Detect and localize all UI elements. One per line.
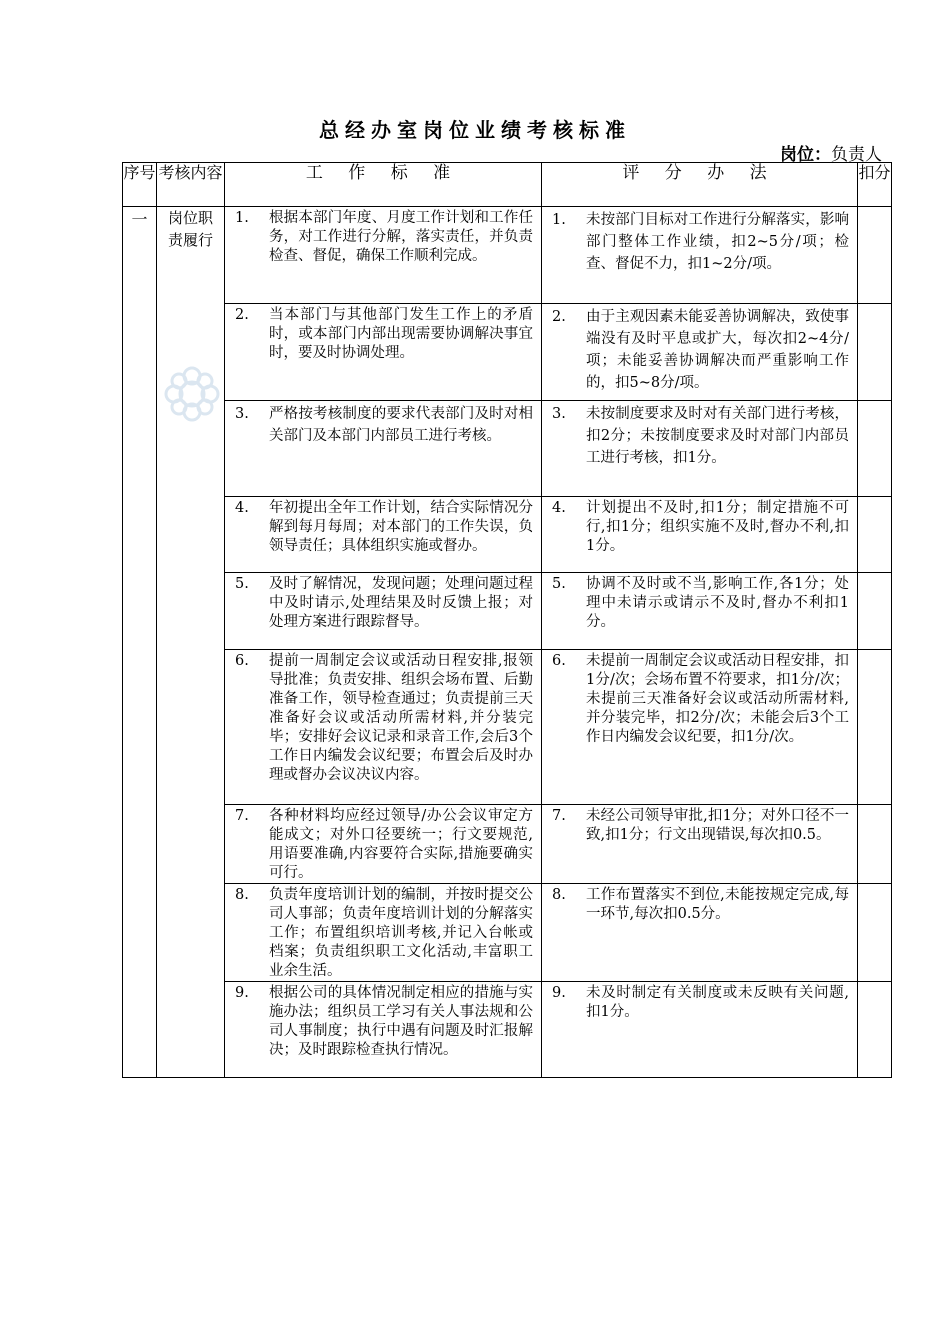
section-category: 岗位职责履行 bbox=[157, 207, 225, 1078]
deduct-cell bbox=[858, 207, 892, 304]
header-content: 考核内容 bbox=[157, 163, 225, 207]
deduct-cell bbox=[858, 884, 892, 982]
document-title: 总经办室岗位业绩考核标准 bbox=[319, 118, 631, 142]
table-row bbox=[123, 884, 892, 982]
deduct-cell bbox=[858, 573, 892, 650]
header-method: 评 分 办 法 bbox=[542, 163, 858, 207]
method-cell: 5. 协调不及时或不当,影响工作,各1分；处理中未请示或请示不及时,督办不利扣1分。 bbox=[542, 573, 858, 650]
table-row bbox=[123, 304, 892, 401]
deduct-cell bbox=[858, 401, 892, 497]
method-cell: 4. 计划提出不及时,扣1分；制定措施不可行,扣1分；组织实施不及时,督办不利,扣1分。 bbox=[542, 497, 858, 573]
table-row bbox=[123, 207, 892, 304]
section-seq: 一 bbox=[123, 207, 157, 1078]
post-label: 岗位： bbox=[780, 145, 831, 165]
method-cell: 9. 未及时制定有关制度或未反映有关问题,扣1分。 bbox=[542, 982, 858, 1078]
method-cell: 1. 未按部门目标对工作进行分解落实，影响部门整体工作业绩，扣2~5分/项；检查、督促不力，扣1~2分/项。 bbox=[542, 207, 858, 304]
standard-cell: 6. 提前一周制定会议或活动日程安排,报领导批准；负责安排、组织会场布置、后勤准备工作，领导检查通过；负责提前三天准备好会议或活动所需材料,并分装完毕；安排好会议记录和录音工作,会后3个工作日内编发会议纪要；布置会后及时办理或督办会议决议内容。 bbox=[225, 650, 542, 805]
table-row bbox=[123, 805, 892, 884]
header-row bbox=[123, 163, 892, 207]
standard-cell: 2. 当本部门与其他部门发生工作上的矛盾时，或本部门内部出现需要协调解决事宜时，要及时协调处理。 bbox=[225, 304, 542, 401]
header-standard: 工 作 标 准 bbox=[225, 163, 542, 207]
table-row bbox=[123, 401, 892, 497]
method-cell: 2. 由于主观因素未能妥善协调解决，致使事端没有及时平息或扩大，每次扣2~4分/项；未能妥善协调解决而严重影响工作的，扣5~8分/项。 bbox=[542, 304, 858, 401]
method-cell: 6. 未提前一周制定会议或活动日程安排，扣1分/次；会场布置不符要求，扣1分/次；未提前三天准备好会议或活动所需材料,并分装完毕，扣2分/次；未能会后3个工作日内编发会议纪要，扣1分/次。 bbox=[542, 650, 858, 805]
standard-cell: 9. 根据公司的具体情况制定相应的措施与实施办法；组织员工学习有关人事法规和公司人事制度；执行中遇有问题及时汇报解决；及时跟踪检查执行情况。 bbox=[225, 982, 542, 1078]
table-row bbox=[123, 982, 892, 1078]
method-cell: 3. 未按制度要求及时对有关部门进行考核，扣2分；未按制度要求及时对部门内部员工进行考核，扣1分。 bbox=[542, 401, 858, 497]
standard-cell: 8. 负责年度培训计划的编制，并按时提交公司人事部；负责年度培训计划的分解落实工作；布置组织培训考核,并记入台帐或档案；负责组织职工文化活动,丰富职工业余生活。 bbox=[225, 884, 542, 982]
deduct-cell bbox=[858, 650, 892, 805]
standard-cell: 5. 及时了解情况，发现问题；处理问题过程中及时请示,处理结果及时反馈上报；对处理方案进行跟踪督导。 bbox=[225, 573, 542, 650]
header-seq: 序号 bbox=[123, 163, 157, 207]
table-row bbox=[123, 650, 892, 805]
standard-cell: 4. 年初提出全年工作计划，结合实际情况分解到每月每周；对本部门的工作失误，负领导责任；具体组织实施或督办。 bbox=[225, 497, 542, 573]
assessment-table bbox=[122, 162, 892, 1078]
post-value: 负责人 bbox=[831, 145, 882, 165]
header-deduct: 扣分 bbox=[858, 163, 892, 207]
table-row bbox=[123, 573, 892, 650]
standard-cell: 7. 各种材料均应经过领导/办公会议审定方能成文；对外口径要统一；行文要规范,用语要准确,内容要符合实际,措施要确实可行。 bbox=[225, 805, 542, 884]
standard-cell: 1. 根据本部门年度、月度工作计划和工作任务，对工作进行分解，落实责任，并负责检查、督促，确保工作顺利完成。 bbox=[225, 207, 542, 304]
deduct-cell bbox=[858, 304, 892, 401]
deduct-cell bbox=[858, 497, 892, 573]
method-cell: 7. 未经公司领导审批,扣1分；对外口径不一致,扣1分；行文出现错误,每次扣0.5。 bbox=[542, 805, 858, 884]
deduct-cell bbox=[858, 982, 892, 1078]
table-row bbox=[123, 497, 892, 573]
deduct-cell bbox=[858, 805, 892, 884]
standard-cell: 3. 严格按考核制度的要求代表部门及时对相关部门及本部门内部员工进行考核。 bbox=[225, 401, 542, 497]
method-cell: 8. 工作布置落实不到位,未能按规定完成,每一环节,每次扣0.5分。 bbox=[542, 884, 858, 982]
